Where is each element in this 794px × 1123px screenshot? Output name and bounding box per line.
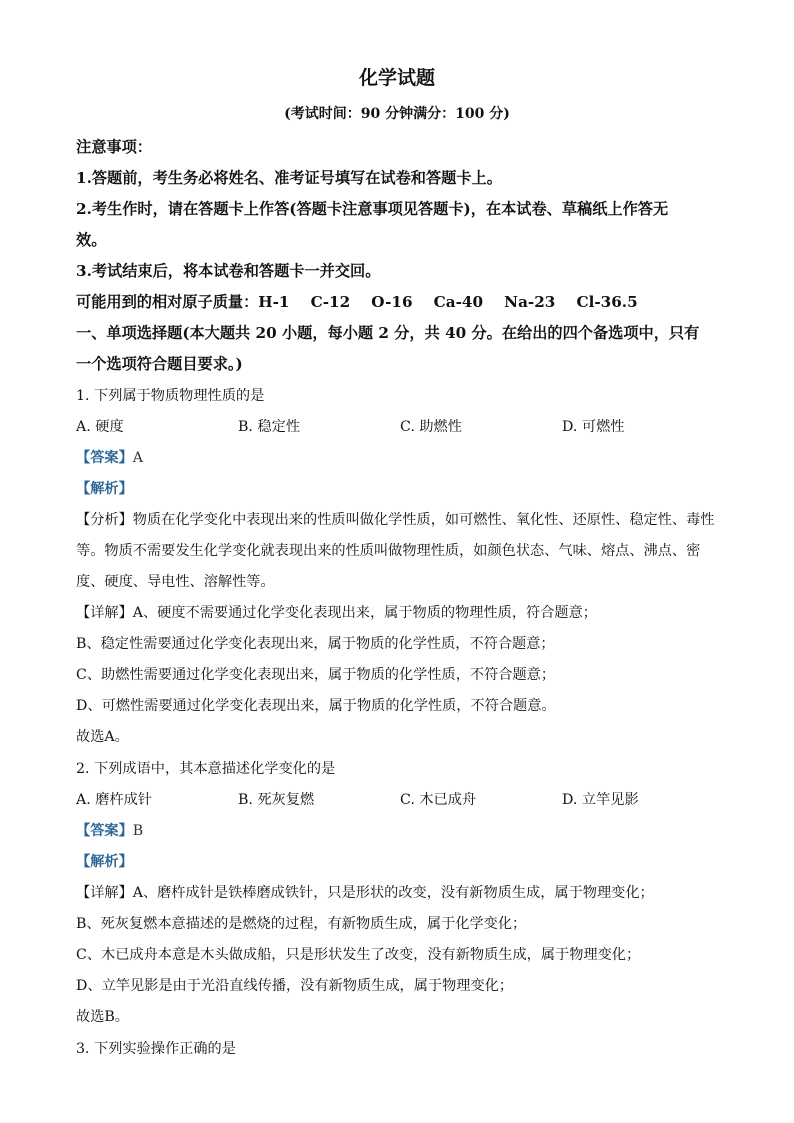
question-1-conclusion: 故选A。 [76,729,129,745]
question-1-option-b: B. 稳定性 [238,419,301,435]
section-1-heading-line-1: 一、单项选择题(本大题共 20 小题，每小题 2 分，共 40 分。在给出的四个备选项中，只有 [76,324,700,342]
question-1-detail-a: 【详解】A、硬度不需要通过化学变化表现出来，属于物质的物理性质，符合题意； [76,605,597,621]
notice-item-2-line-1: 2.考生作时，请在答题卡上作答(答题卡注意事项见答题卡)，在本试卷、草稿纸上作答无 [76,200,669,218]
notice-item-2-line-2: 效。 [76,231,107,249]
question-2-stem: 2. 下列成语中，其本意描述化学变化的是 [76,761,336,777]
question-2-conclusion: 故选B。 [76,1009,129,1025]
question-2-option-d: D. 立竿见影 [562,792,639,808]
question-2-detail-c: C、木已成舟本意是木头做成船，只是形状发生了改变，没有新物质生成，属于物理变化； [76,947,641,963]
notice-heading: 注意事项： [76,138,152,156]
question-1-detail-c: C、助燃性需要通过化学变化表现出来，属于物质的化学性质，不符合题意； [76,667,556,683]
answer-tag: 【答案】 [76,450,133,466]
atomic-masses: 可能用到的相对原子质量：H-1 C-12 O-16 Ca-40 Na-23 Cl-36.5 [76,293,638,311]
question-1-answer-row [76,448,143,468]
question-2-answer-row [76,821,143,841]
question-2-analysis-tag: 【解析】 [76,854,133,870]
question-2-detail-d: D、立竿见影是由于光沿直线传播，没有新物质生成，属于物理变化； [76,978,514,994]
section-1-heading-line-2: 一个选项符合题目要求。) [76,355,243,373]
question-2-option-b: B. 死灰复燃 [238,792,315,808]
question-2-detail-a: 【详解】A、磨杵成针是铁棒磨成铁针，只是形状的改变，没有新物质生成，属于物理变化； [76,885,654,901]
question-1-analysis-tag: 【解析】 [76,481,133,497]
question-1-stem: 1. 下列属于物质物理性质的是 [76,388,265,404]
question-3-stem: 3. 下列实验操作正确的是 [76,1041,236,1057]
question-1-detail-b: B、稳定性需要通过化学变化表现出来，属于物质的化学性质，不符合题意； [76,636,555,652]
question-1-option-c: C. 助燃性 [400,419,462,435]
question-1-analysis-line-2: 等。物质不需要发生化学变化就表现出来的性质叫做物理性质，如颜色状态、气味、熔点、沸点、密 [76,543,701,559]
exam-time-subtitle: (考试时间：90 分钟满分：100 分) [284,106,510,122]
question-2-detail-b: B、死灰复燃本意描述的是燃烧的过程，有新物质生成，属于化学变化； [76,916,527,932]
page-title: 化学试题 [358,67,435,89]
question-1-analysis-line-1: 【分析】物质在化学变化中表现出来的性质叫做化学性质，如可燃性、氧化性、还原性、稳定性、毒性 [76,512,715,528]
question-1-option-a: A. 硬度 [76,419,124,435]
question-1-answer: A [132,450,144,466]
notice-item-1: 1.答题前，考生务必将姓名、准考证号填写在试卷和答题卡上。 [76,169,502,187]
question-2-option-c: C. 木已成舟 [400,792,477,808]
question-1-option-d: D. 可燃性 [562,419,625,435]
question-2-answer: B [132,823,144,839]
question-1-analysis-line-3: 度、硬度、导电性、溶解性等。 [76,574,275,590]
answer-tag: 【答案】 [76,823,133,839]
question-2-option-a: A. 磨杵成针 [76,792,153,808]
question-1-detail-d: D、可燃性需要通过化学变化表现出来，属于物质的化学性质，不符合题意。 [76,698,556,714]
notice-item-3: 3.考试结束后，将本试卷和答题卡一并交回。 [76,262,381,280]
